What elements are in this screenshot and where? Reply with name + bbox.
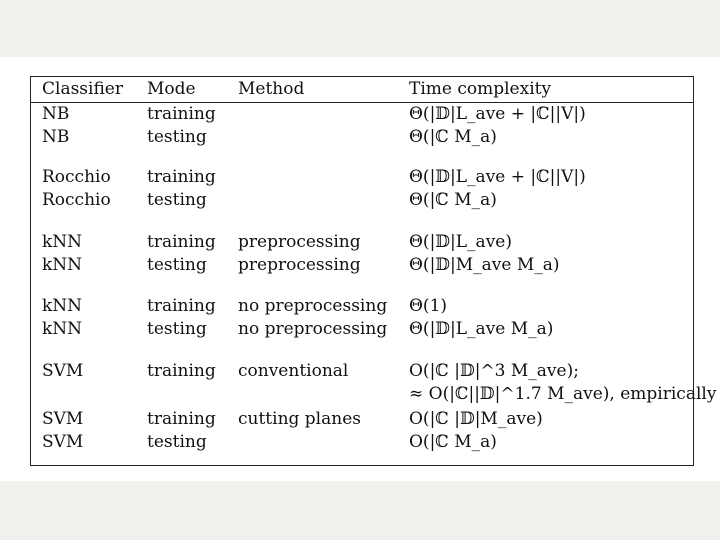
cell-time-complexity: Θ(|ℂ M_a) [409,127,497,147]
cell-method: preprocessing [238,232,361,252]
header-time-complexity: Time complexity [409,79,552,99]
cell-method: cutting planes [238,409,361,429]
cell-mode: testing [147,432,207,452]
cell-time-complexity: Θ(1) [409,296,448,316]
cell-classifier: SVM [42,361,84,381]
header-method: Method [238,79,305,99]
cell-mode: testing [147,255,207,275]
cell-mode: testing [147,319,207,339]
cell-classifier: SVM [42,409,84,429]
table-header [31,77,693,103]
cell-classifier: Rocchio [42,190,111,210]
cell-mode: testing [147,127,207,147]
cell-time-complexity: Θ(|ℂ M_a) [409,190,497,210]
table-row [31,408,693,431]
cell-classifier: Rocchio [42,167,111,187]
cell-mode: training [147,296,216,316]
bottom-margin [0,481,720,540]
cell-time-complexity: Θ(|𝔻|L_ave) [409,232,512,252]
header-mode: Mode [147,79,196,99]
table-row [31,431,693,454]
cell-mode: training [147,104,216,124]
table-row [31,231,693,254]
cell-time-complexity: Θ(|𝔻|L_ave + |ℂ||V|) [409,104,586,124]
table-row [31,383,717,406]
cell-time-complexity: Θ(|𝔻|M_ave M_a) [409,255,560,275]
cell-classifier: kNN [42,255,83,275]
cell-time-complexity: Θ(|𝔻|L_ave + |ℂ||V|) [409,167,586,187]
complexity-table [30,76,717,466]
cell-mode: training [147,167,216,187]
table-row [31,318,693,341]
table-row [31,189,693,212]
table-row [31,166,693,189]
header-classifier: Classifier [42,79,123,99]
cell-time-complexity: Θ(|𝔻|L_ave M_a) [409,319,554,339]
cell-classifier: kNN [42,232,83,252]
cell-mode: testing [147,190,207,210]
cell-time-complexity: O(|ℂ M_a) [409,432,497,452]
top-margin [0,0,720,57]
table-row [31,360,693,383]
table-row [31,126,693,149]
slide [0,57,720,481]
cell-time-complexity: O(|ℂ |𝔻|^3 M_ave); [409,361,579,381]
table-row [31,254,693,277]
table-row [31,103,693,126]
cell-classifier: NB [42,104,70,124]
cell-method: preprocessing [238,255,361,275]
cell-method: no preprocessing [238,296,388,316]
cell-method: conventional [238,361,349,381]
cell-time-complexity: ≈ O(|ℂ||𝔻|^1.7 M_ave), empirically [409,384,717,404]
cell-mode: training [147,409,216,429]
cell-classifier: kNN [42,319,83,339]
cell-mode: training [147,361,216,381]
cell-mode: training [147,232,216,252]
cell-method: no preprocessing [238,319,388,339]
table-row [31,295,693,318]
cell-time-complexity: O(|ℂ |𝔻|M_ave) [409,409,543,429]
cell-classifier: kNN [42,296,83,316]
cell-classifier: NB [42,127,70,147]
cell-classifier: SVM [42,432,84,452]
